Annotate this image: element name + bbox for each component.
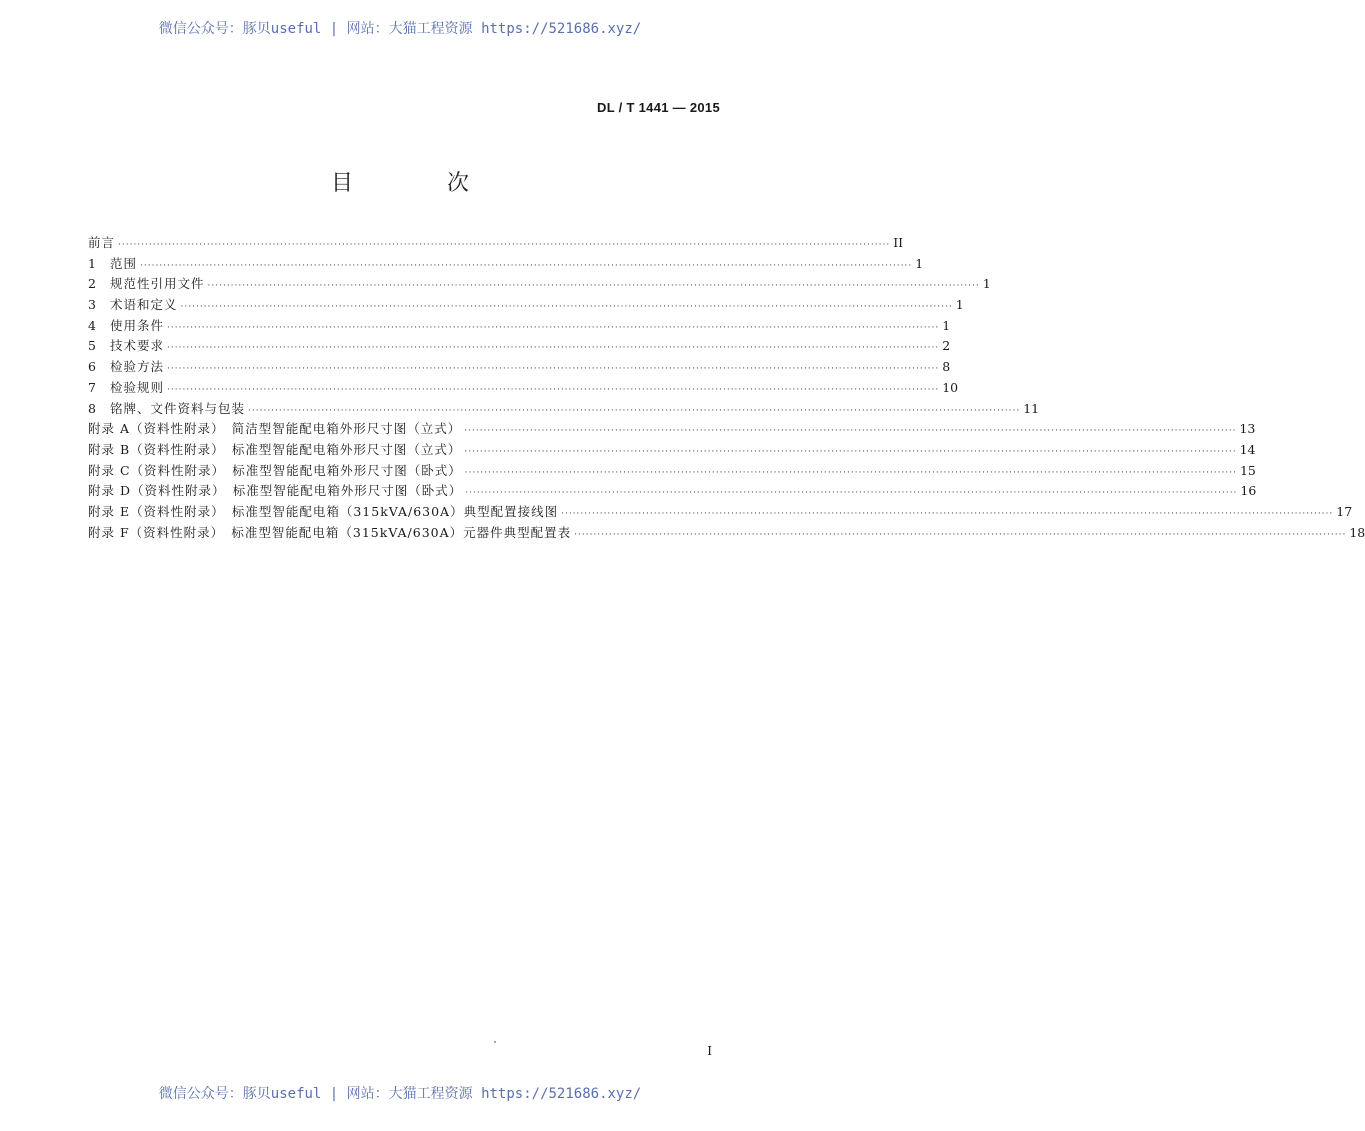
toc-entry-page: 18	[1349, 524, 1365, 540]
toc-entry[interactable]	[88, 316, 951, 337]
toc-entry[interactable]	[88, 502, 1353, 523]
toc-entry-number: 5	[88, 338, 96, 354]
toc-entry-title: 附录 E（资料性附录） 标准型智能配电箱（315kVA/630A）典型配置接线图	[88, 503, 559, 519]
toc-entry-title: 附录 D（资料性附录） 标准型智能配电箱外形尺寸图（卧式）	[88, 483, 463, 499]
toc-entry[interactable]	[88, 274, 991, 295]
watermark-top: 微信公众号：豚贝useful | 网站：大猫工程资源 https://521686.xyz/	[158, 21, 642, 37]
toc-entry-title: 检验方法	[110, 359, 165, 375]
toc-entry-page: 11	[1023, 400, 1040, 416]
toc-dot-leader: ········································································································································································································	[180, 302, 953, 313]
toc-entry[interactable]	[88, 461, 1256, 482]
toc-entry-title: 检验规则	[110, 379, 165, 395]
toc-entry-page: 1	[915, 255, 924, 271]
toc-dot-leader: ········································································································································································································	[464, 467, 1237, 478]
toc-entry[interactable]	[88, 254, 924, 275]
toc-entry-number: 1	[88, 255, 96, 271]
toc-entry-title: 技术要求	[110, 338, 165, 354]
toc-entry[interactable]	[88, 357, 951, 378]
toc-dot-leader: ········································································································································································································	[167, 364, 940, 375]
toc-entry-page: 14	[1239, 441, 1256, 457]
toc-entry-title: 附录 A（资料性附录） 简洁型智能配电箱外形尺寸图（立式）	[88, 421, 462, 437]
toc-entry-number: 4	[88, 317, 96, 333]
toc-dot-leader: ········································································································································································································	[464, 446, 1237, 457]
toc-entry[interactable]	[88, 523, 1365, 544]
table-of-contents	[88, 233, 1365, 543]
toc-entry-page: II	[893, 235, 904, 250]
toc-entry[interactable]	[88, 419, 1256, 440]
toc-entry-number: 7	[88, 379, 96, 395]
scan-speck	[494, 1041, 496, 1043]
toc-entry-title: 术语和定义	[110, 297, 178, 313]
toc-dot-leader: ········································································································································································································	[465, 488, 1238, 499]
toc-entry[interactable]	[88, 295, 964, 316]
toc-entry-title: 附录 F（资料性附录） 标准型智能配电箱（315kVA/630A）元器件典型配置表	[88, 524, 572, 540]
toc-dot-leader: ········································································································································································································	[118, 240, 891, 250]
toc-entry-page: 2	[942, 338, 951, 354]
toc-entry-page: 1	[982, 276, 991, 292]
standard-code: DL / T 1441 — 2015	[597, 100, 720, 115]
toc-entry-title: 使用条件	[110, 317, 165, 333]
toc-entry-number: 6	[88, 359, 96, 375]
toc-entry[interactable]	[88, 336, 951, 357]
toc-dot-leader: ········································································································································································································	[167, 343, 940, 354]
toc-dot-leader: ········································································································································································································	[207, 281, 980, 292]
toc-dot-leader: ········································································································································································································	[248, 405, 1021, 416]
toc-dot-leader: ········································································································································································································	[167, 384, 940, 395]
toc-dot-leader: ········································································································································································································	[464, 426, 1237, 437]
toc-dot-leader: ········································································································································································································	[140, 260, 913, 271]
toc-entry-page: 16	[1240, 483, 1257, 499]
toc-entry[interactable]	[88, 440, 1256, 461]
toc-dot-leader: ········································································································································································································	[167, 322, 940, 333]
toc-entry-title: 铭牌、文件资料与包装	[110, 400, 246, 416]
toc-entry-title: 附录 C（资料性附录） 标准型智能配电箱外形尺寸图（卧式）	[88, 462, 462, 478]
watermark-bottom: 微信公众号：豚贝useful | 网站：大猫工程资源 https://521686.xyz/	[158, 1086, 642, 1102]
toc-entry-page: 8	[942, 359, 951, 375]
page-number: I	[707, 1044, 712, 1058]
toc-entry-page: 10	[942, 379, 959, 395]
toc-entry-page: 15	[1239, 462, 1256, 478]
toc-entry[interactable]	[88, 378, 959, 399]
toc-title: 目 次	[330, 171, 505, 196]
toc-entry[interactable]	[88, 399, 1040, 420]
toc-dot-leader: ········································································································································································································	[574, 529, 1347, 540]
toc-entry-page: 1	[955, 297, 964, 313]
toc-entry[interactable]	[88, 481, 1257, 502]
toc-dot-leader: ········································································································································································································	[561, 508, 1334, 519]
toc-entry-number: 3	[88, 297, 96, 313]
toc-entry-number: 8	[88, 400, 96, 416]
toc-entry-page: 17	[1336, 503, 1353, 519]
toc-entry-title: 规范性引用文件	[110, 276, 205, 292]
toc-entry-number: 2	[88, 276, 96, 292]
toc-entry-title: 前言	[88, 235, 116, 250]
toc-entry-page: 13	[1239, 421, 1256, 437]
toc-entry-title: 附录 B（资料性附录） 标准型智能配电箱外形尺寸图（立式）	[88, 441, 462, 457]
toc-entry-title: 范围	[110, 255, 138, 271]
toc-entry-page: 1	[942, 317, 951, 333]
toc-entry[interactable]	[88, 233, 904, 254]
